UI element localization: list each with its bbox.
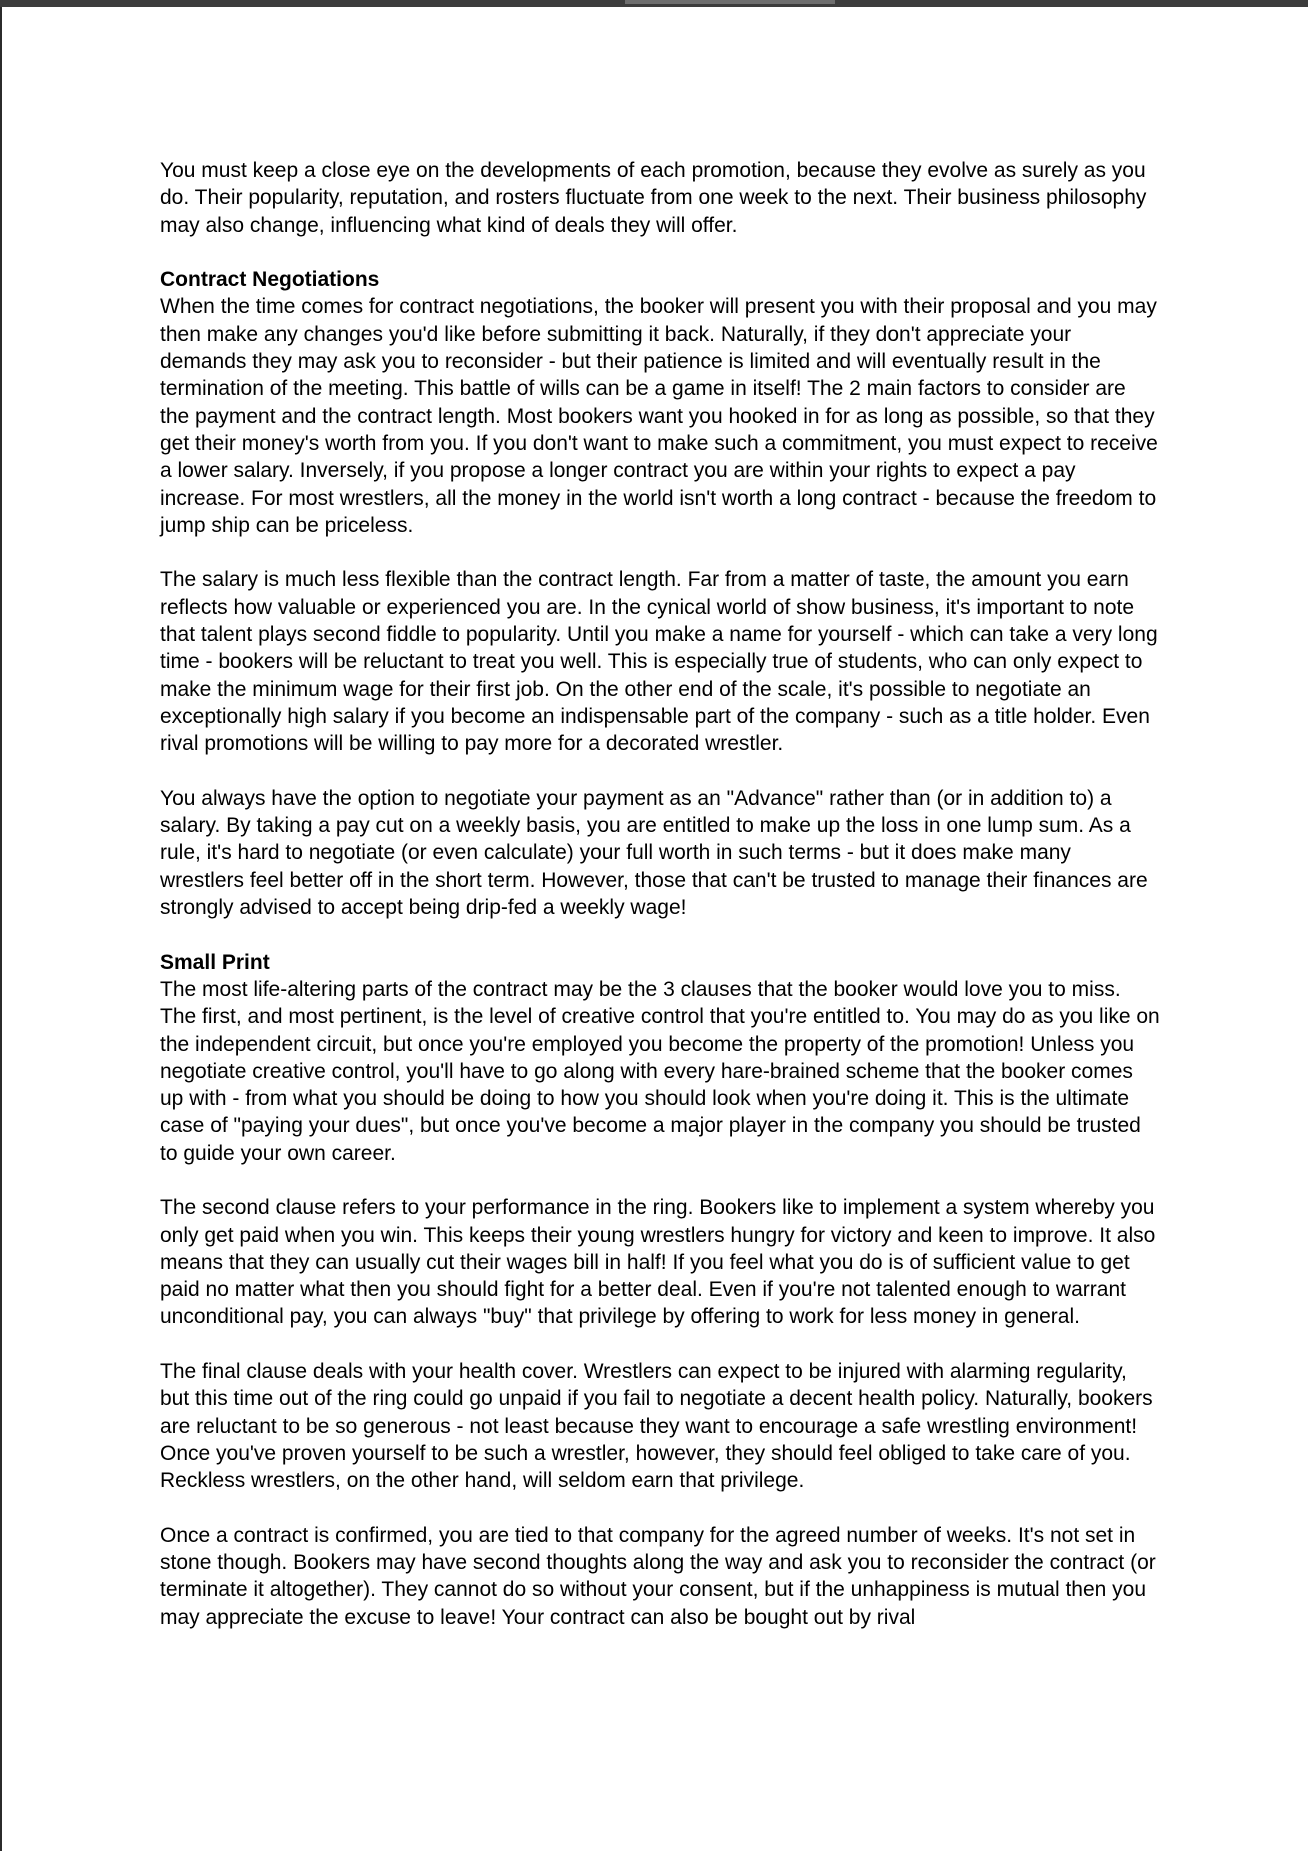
small-print-paragraph-3: The final clause deals with your health cover. Wrestlers can expect to be injured with alarming regularity, but this time out of the ring could go unpaid if you fail to negotiate a decent health policy. Naturally, bookers are reluctant to be so generous - not least because they want to encourage a safe wrestling environment! Once you've proven yourself to be such a wrestler, however, they should feel obliged to take care of you. Reckless wrestlers, on the other hand, will seldom earn that privilege.	[160, 1360, 1153, 1493]
small-print-heading: Small Print	[160, 950, 270, 974]
intro-paragraph: You must keep a close eye on the developments of each promotion, because they evolve as surely as you do. Their popularity, reputation, and rosters fluctuate from one week to the next. Their business philosophy may also change, influencing what kind of deals they will offer.	[160, 159, 1147, 237]
small-print-paragraph-1: The most life-altering parts of the contract may be the 3 clauses that the booker would love you to miss. The first, and most pertinent, is the level of creative control that you're entitled to. You may do as you like on the independent circuit, but once you're employed you become the property of the promotion! Unless you negotiate creative control, you'll have to go along with every hare-brained scheme that the booker comes up with - from what you should be doing to how you should look when you're doing it. This is the ultimate case of "paying your dues", but once you've become a major player in the company you should be trusted to guide your own career.	[160, 977, 1160, 1165]
small-print-paragraph-2: The second clause refers to your performance in the ring. Bookers like to implement a system whereby you only get paid when you win. This keeps their young wrestlers hungry for victory and keen to improve. It also means that they can usually cut their wages bill in half! If you feel what you do is of sufficient value to get paid no matter what then you should fight for a better deal. Even if you're not talented enough to warrant unconditional pay, you can always "buy" that privilege by offering to work for less money in general.	[160, 1196, 1156, 1329]
contract-paragraph-3: You always have the option to negotiate your payment as an "Advance" rather than (or in addition to) a salary. By taking a pay cut on a weekly basis, you are entitled to make up the loss in one lump sum. As a rule, it's hard to negotiate (or even calculate) your full worth in such terms - but it does make many wrestlers feel better off in the short term. However, those that can't be trusted to manage their finances are strongly advised to accept being drip-fed a weekly wage!	[160, 786, 1148, 920]
contract-paragraph-1: When the time comes for contract negotiations, the booker will present you with their proposal and you may then make any changes you'd like before submitting it back. Naturally, if they don't appreciate your demands they may ask you to reconsider - but their patience is limited and will eventually result in the termination of the meeting. This battle of wills can be a game in itself! The 2 main factors to consider are the payment and the contract length. Most bookers want you hooked in for as long as possible, so that they get their money's worth from you. If you don't want to make such a commitment, you must expect to receive a lower salary. Inversely, if you propose a longer contract you are within your rights to expect a pay increase. For most wrestlers, all the money in the world isn't worth a long contract - because the freedom to jump ship can be priceless.	[160, 295, 1158, 537]
page-content	[160, 157, 1160, 1658]
contract-negotiations-heading: Contract Negotiations	[160, 268, 380, 292]
document-page	[0, 7, 1308, 1851]
contract-paragraph-2: The salary is much less flexible than the contract length. Far from a matter of taste, the amount you earn reflects how valuable or experienced you are. In the cynical world of show business, it's important to note that talent plays second fiddle to popularity. Until you make a name for yourself - which can take a very long time - bookers will be reluctant to treat you well. This is especially true of students, who can only expect to make the minimum wage for their first job. On the other end of the scale, it's possible to negotiate an exceptionally high salary if you become an indispensable part of the company - such as a title holder. Even rival promotions will be willing to pay more for a decorated wrestler.	[160, 568, 1158, 756]
horizontal-scroll-thumb[interactable]	[625, 0, 835, 4]
small-print-paragraph-4: Once a contract is confirmed, you are tied to that company for the agreed number of weeks. It's not set in stone though. Bookers may have second thoughts along the way and ask you to reconsider the contract (or terminate it altogether). They cannot do so without your consent, but if the unhappiness is mutual then you may appreciate the excuse to leave! Your contract can also be bought out by rival	[160, 1523, 1156, 1629]
